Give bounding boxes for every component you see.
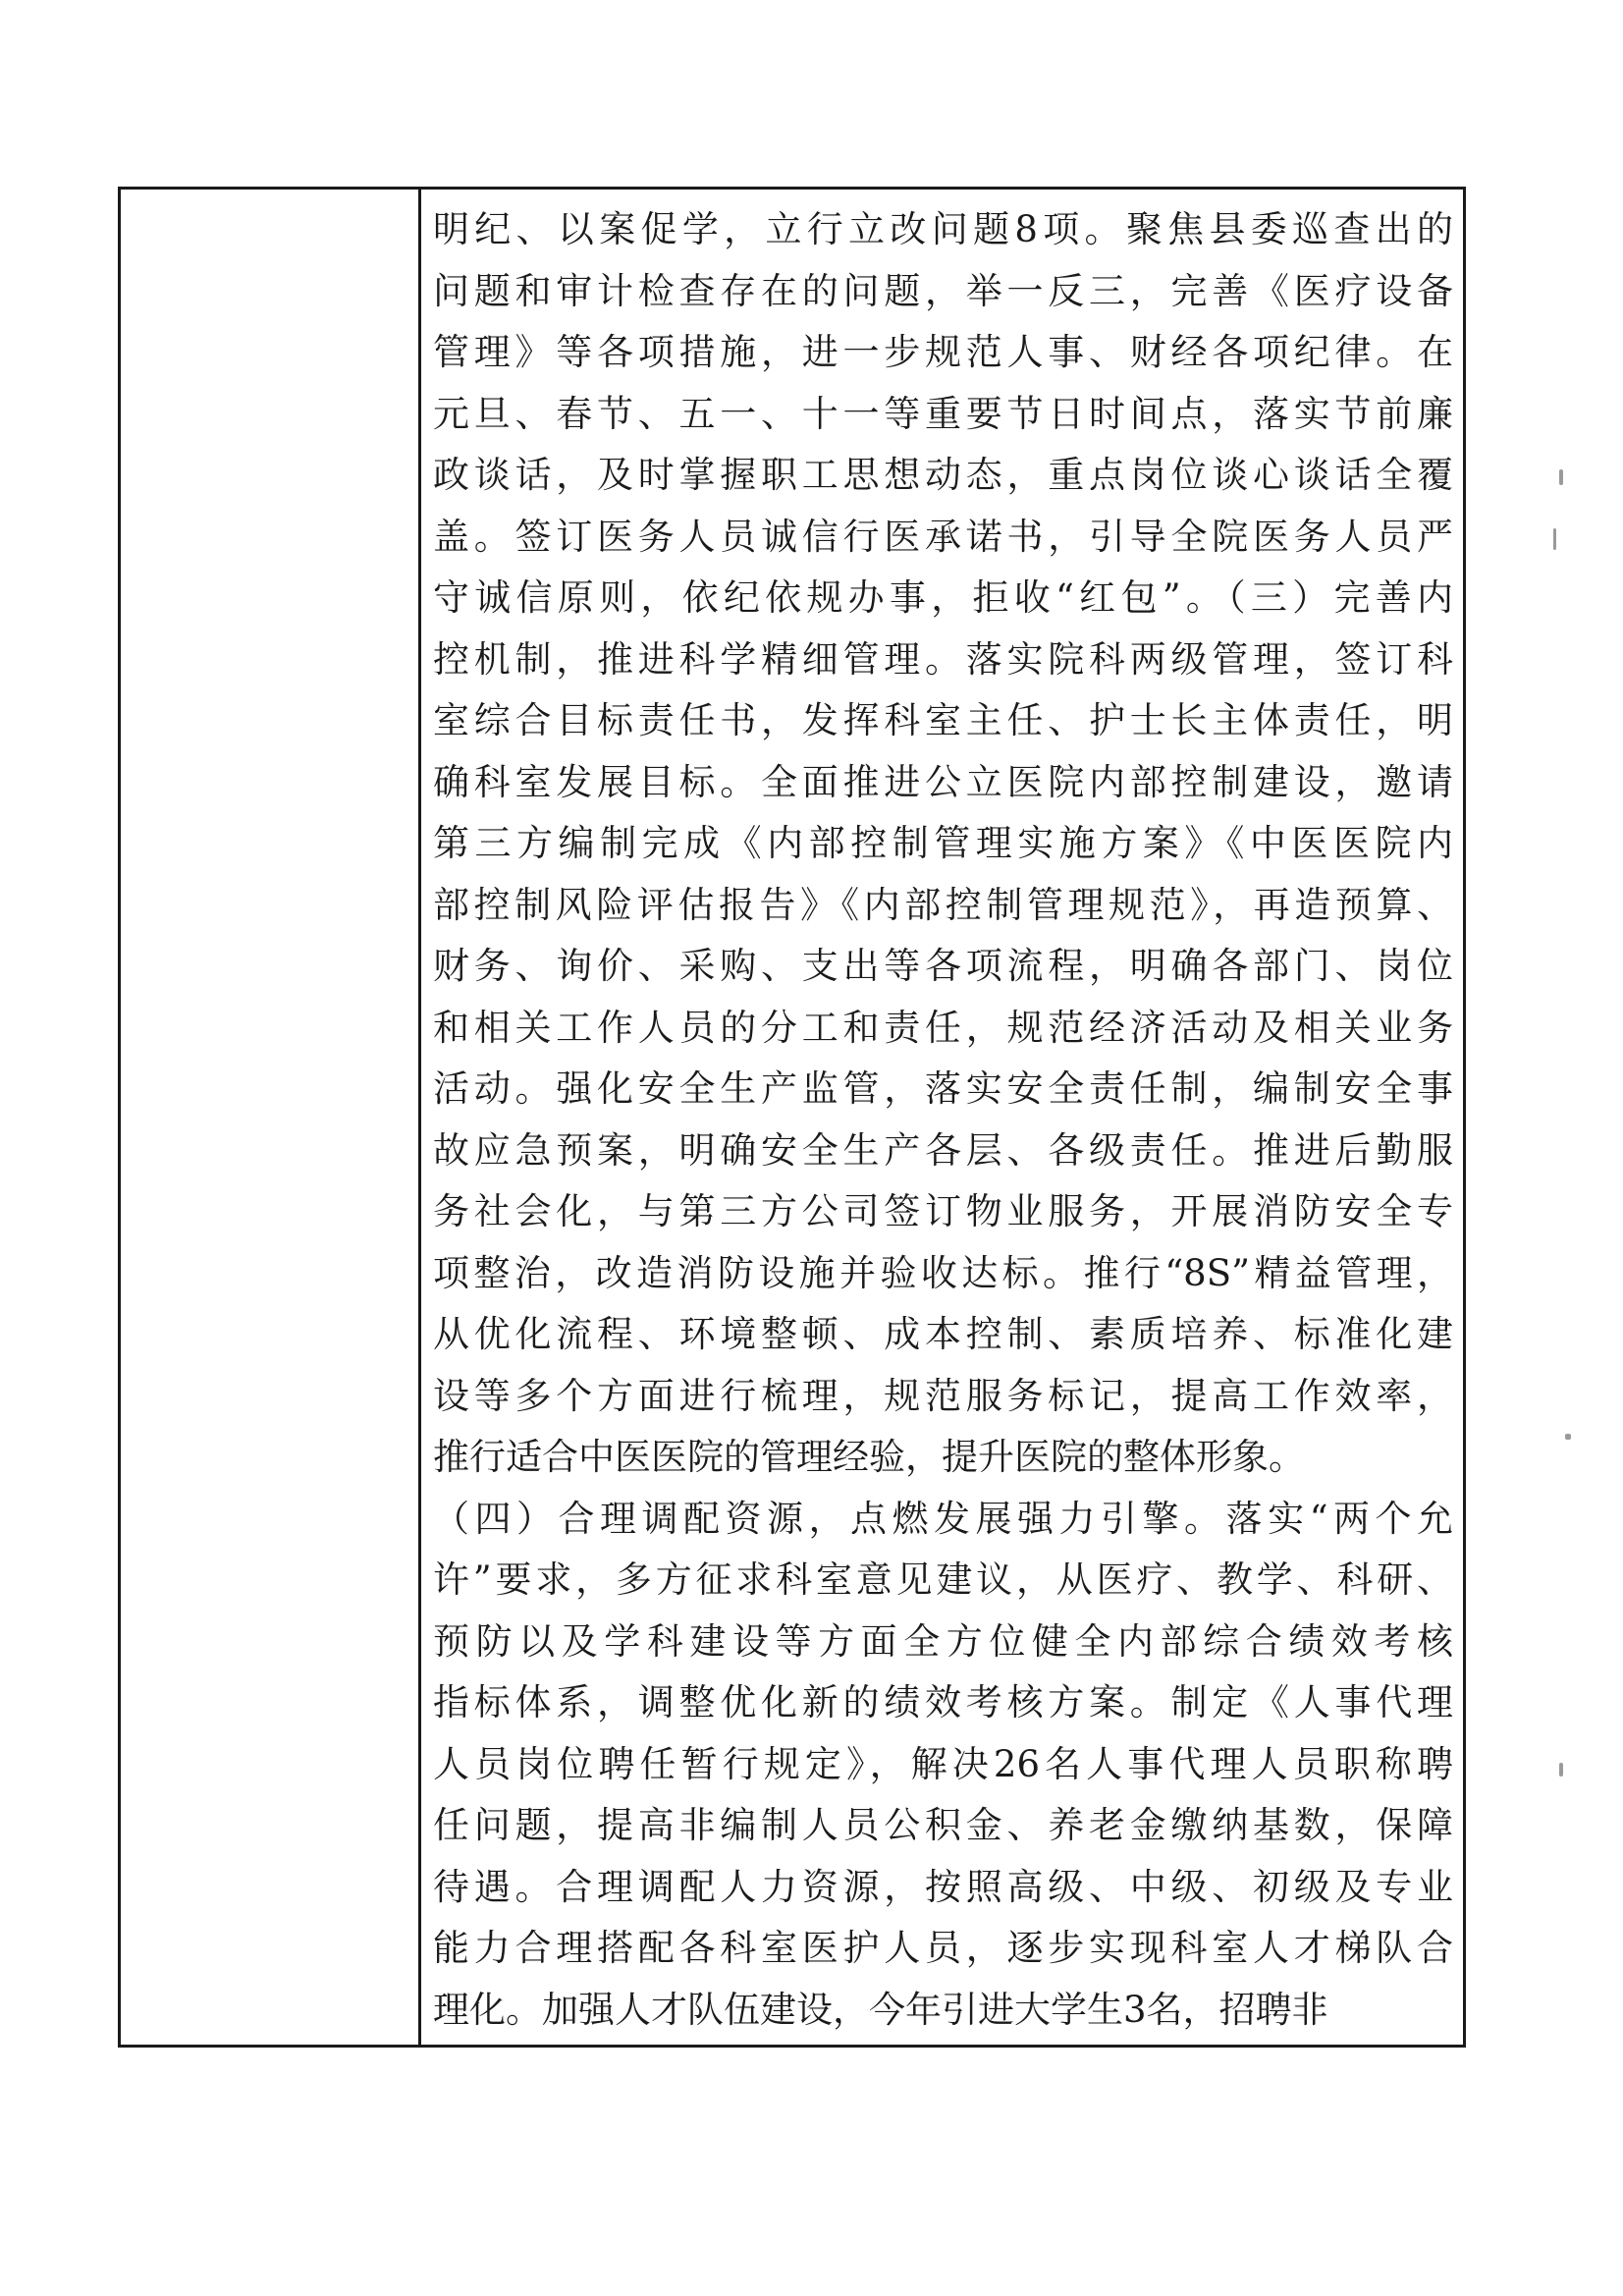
scan-speck [1559,469,1563,485]
body-text-line: 控机制，推进科学精细管理。落实院科两级管理，签订科 [433,637,1453,681]
body-text-line: 部控制风险评估报告》《内部控制管理规范》，再造预算、 [433,883,1453,926]
body-text-line: 管理》等各项措施，进一步规范人事、财经各项纪律。在 [433,331,1453,373]
body-text-line: 理化。加强人才队伍建设，今年引进大学生3名，招聘非 [433,1988,1328,2031]
body-text-line: 和相关工作人员的分工和责任，规范经济活动及相关业务 [433,1006,1453,1049]
label-column-empty [121,190,421,2045]
body-text-line: 政谈话，及时掌握职工思想动态，重点岗位谈心谈话全覆 [433,454,1453,496]
body-text-line: 预防以及学科建设等方面全方位健全内部综合绩效考核 [433,1619,1453,1663]
body-text-line: 第三方编制完成《内部控制管理实施方案》《中医医院内 [433,822,1453,864]
body-text-line: 问题和审计检查存在的问题，举一反三，完善《医疗设备 [433,269,1453,312]
body-text-line: 指标体系，调整优化新的绩效考核方案。制定《人事代理 [433,1681,1453,1723]
body-text-line: 设等多个方面进行梳理，规范服务标记，提高工作效率， [433,1374,1453,1417]
body-text-line: 务社会化，与第三方公司签订物业服务，开展消防安全专 [433,1190,1453,1232]
body-text-line: 活动。强化安全生产监管，落实安全责任制，编制安全事 [433,1067,1453,1110]
body-text-line: 财务、询价、采购、支出等各项流程，明确各部门、岗位 [433,945,1453,987]
body-text-line: 守诚信原则，依纪依规办事，拒收“红包”。（三）完善内 [433,576,1453,619]
body-text-line: 明纪、以案促学，立行立改问题8项。聚焦县委巡查出的 [433,208,1453,250]
body-text-line: 推行适合中医医院的管理经验，提升医院的整体形象。 [433,1436,1305,1478]
body-text-line: 故应急预案，明确安全生产各层、各级责任。推进后勤服 [433,1128,1453,1172]
body-text-line: 待遇。合理调配人力资源，按照高级、中级、初级及专业 [433,1865,1453,1908]
body-text-line: （四）合理调配资源，点燃发展强力引擎。落实“两个允 [433,1497,1453,1540]
body-text-line: 元旦、春节、五一、十一等重要节日时间点，落实节前廉 [433,392,1453,435]
body-text-line: 室综合目标责任书，发挥科室主任、护士长主体责任，明 [433,699,1453,741]
scan-speck [1565,1434,1571,1440]
body-text-line: 确科室发展目标。全面推进公立医院内部控制建设，邀请 [433,760,1453,803]
form-table [118,187,1466,2048]
body-text-line: 能力合理搭配各科室医护人员，逐步实现科室人才梯队合 [433,1927,1453,1969]
content-cell [421,190,1463,2045]
body-text-line: 项整治，改造消防设施并验收达标。推行“8S”精益管理， [433,1251,1453,1294]
scan-speck [1553,528,1556,550]
body-text-line: 盖。签订医务人员诚信行医承诺书，引导全院医务人员严 [433,515,1453,558]
body-text-line: 任问题，提高非编制人员公积金、养老金缴纳基数，保障 [433,1804,1453,1846]
body-text-line: 从优化流程、环境整顿、成本控制、素质培养、标准化建 [433,1313,1453,1355]
body-text-line: 许”要求，多方征求科室意见建议，从医疗、教学、科研、 [433,1558,1453,1601]
body-text-line: 人员岗位聘任暂行规定》，解决26名人事代理人员职称聘 [433,1742,1453,1785]
scan-speck [1559,1763,1563,1777]
